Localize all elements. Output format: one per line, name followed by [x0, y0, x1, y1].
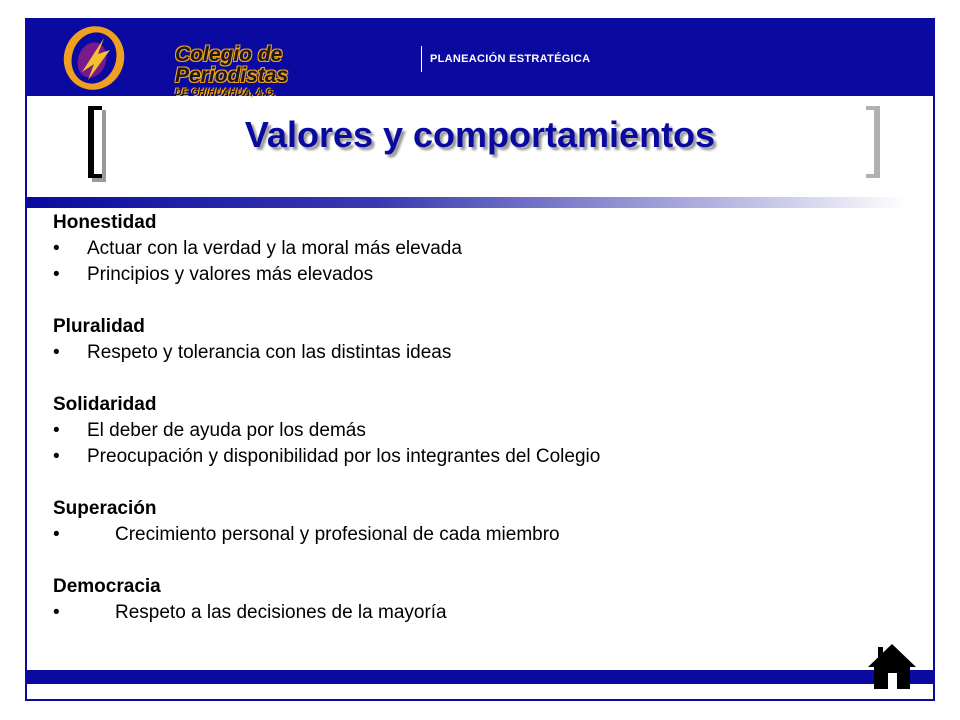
bullet-icon: • [53, 342, 60, 363]
value-name: Pluralidad [53, 316, 145, 337]
value-name: Democracia [53, 576, 161, 597]
home-button[interactable] [866, 641, 918, 691]
list-item-text: Actuar con la verdad y la moral más elevada [87, 238, 462, 259]
list-item [53, 340, 913, 366]
list-item [53, 236, 913, 262]
list-item-text: Principios y valores más elevados [87, 264, 374, 285]
logo-line3: DE CHIHUAHUA, A.C. [175, 87, 277, 97]
section-label: PLANEACIÓN ESTRATÉGICA [430, 53, 591, 65]
list-item [53, 262, 913, 288]
list-item [53, 600, 913, 626]
bullet-icon: • [53, 524, 60, 545]
bullet-icon: • [53, 602, 60, 623]
logo-line1: Colegio de [175, 43, 283, 66]
value-name: Honestidad [53, 212, 157, 233]
value-name: Superación [53, 498, 157, 519]
values-list [53, 210, 913, 652]
value-name: Solidaridad [53, 394, 157, 415]
title-divider [27, 197, 907, 208]
list-item [53, 444, 913, 470]
value-block-democracia [53, 574, 913, 626]
list-item [53, 418, 913, 444]
list-item-text: Preocupación y disponibilidad por los integrantes del Colegio [87, 446, 601, 467]
bullet-icon: • [53, 420, 60, 441]
value-block-pluralidad [53, 314, 913, 366]
slide-title: Valores y comportamientos [244, 114, 716, 155]
list-item-text: Respeto a las decisiones de la mayoría [115, 602, 447, 623]
home-icon [866, 641, 918, 691]
logo-line2: Periodistas [175, 64, 289, 87]
bullet-icon: • [53, 446, 60, 467]
list-item [53, 522, 913, 548]
logo-text [175, 44, 288, 97]
bullet-icon: • [53, 238, 60, 259]
footer-bar [27, 670, 933, 684]
list-item-text: Crecimiento personal y profesional de cada miembro [115, 524, 560, 545]
value-block-superacion [53, 496, 913, 548]
value-block-honestidad [53, 210, 913, 288]
list-item-text: El deber de ayuda por los demás [87, 420, 366, 441]
colegio-logo [52, 20, 292, 96]
header-separator [421, 46, 422, 72]
bullet-icon: • [53, 264, 60, 285]
list-item-text: Respeto y tolerancia con las distintas ideas [87, 342, 452, 363]
value-block-solidaridad [53, 392, 913, 470]
